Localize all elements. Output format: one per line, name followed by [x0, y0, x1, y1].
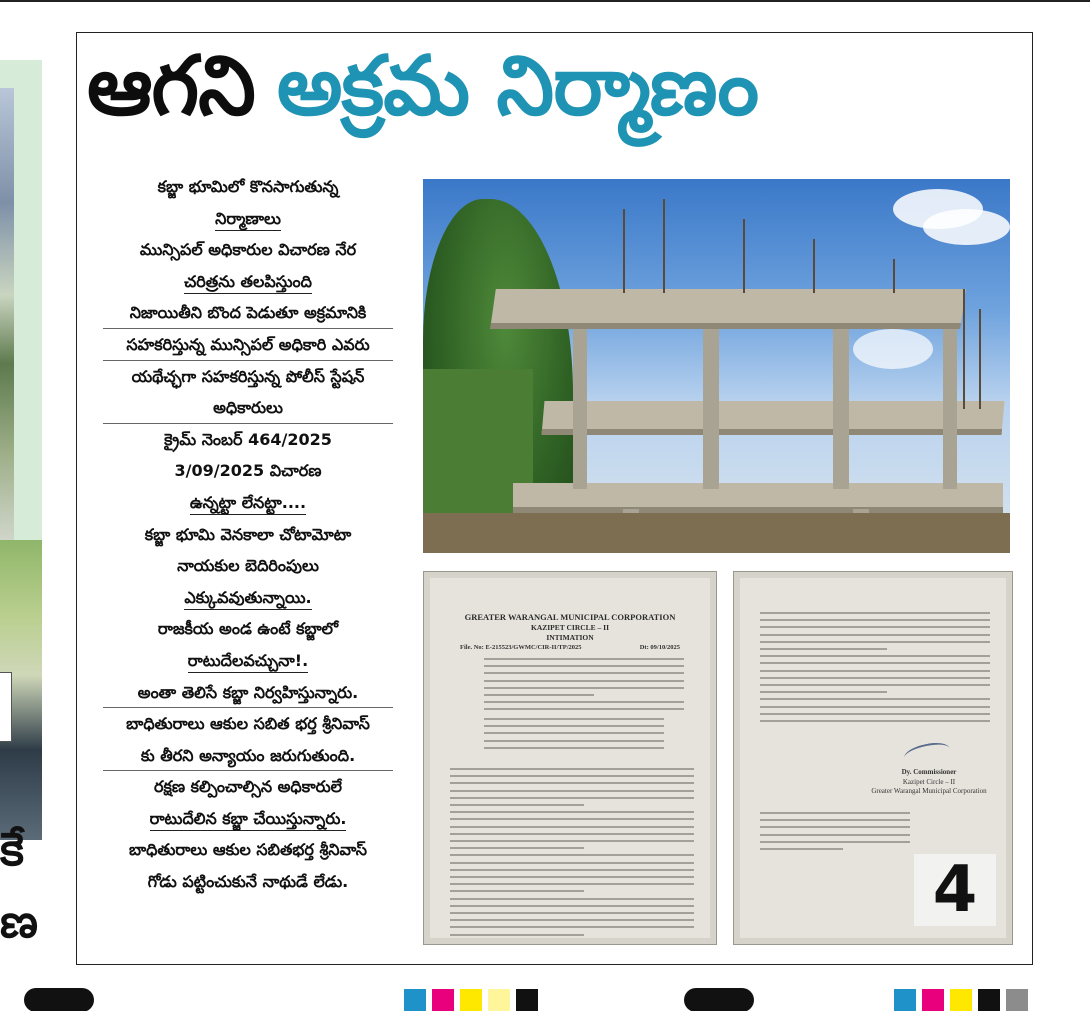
document-text-line: [450, 912, 694, 914]
document-text-line: [760, 691, 887, 693]
doc-type: INTIMATION: [546, 633, 594, 642]
article-line-text: మున్సిపల్ అధికారుల విచారణ నేర: [139, 240, 357, 260]
article-line: [103, 771, 393, 803]
article-line: [103, 550, 393, 582]
doc-org-title: GREATER WARANGAL MUNICIPAL CORPORATION: [464, 612, 676, 622]
top-rule: [0, 0, 1090, 2]
construction-site-photo: [423, 179, 1010, 553]
registration-swatch: [488, 989, 510, 1011]
article-line: [103, 455, 393, 487]
document-text-line: [450, 869, 694, 871]
article-line: [103, 645, 393, 677]
document-text-line: [450, 826, 694, 828]
document-text-line: [760, 641, 990, 643]
document-text-line: [484, 687, 684, 689]
article-line-text: రక్షణ కల్పించాల్సిన అధికారులే: [154, 777, 342, 797]
adjacent-photo-top: [0, 60, 42, 548]
document-text-line: [484, 658, 684, 660]
article-line: [103, 392, 393, 424]
article-line: [103, 424, 393, 456]
intimation-document-photo: [423, 571, 717, 945]
article-line-text: అధికారులు: [213, 398, 283, 418]
registration-mark-left: [24, 988, 94, 1011]
document-text-line: [484, 732, 664, 734]
article-line: [103, 203, 393, 235]
document-text-line: [450, 847, 584, 849]
registration-swatch: [978, 989, 1000, 1011]
article-line: [103, 171, 393, 203]
registration-swatch: [460, 989, 482, 1011]
document-text-line: [450, 919, 694, 921]
document-text-line: [450, 782, 694, 784]
document-text-line: [760, 634, 990, 636]
doc-file-no: File. No: E-215523/GWMC/CIR-II/TP/2025: [460, 644, 582, 651]
document-text-line: [484, 665, 684, 667]
article-line-text: నిజాయితీని బొంద పెడుతూ అక్రమానికి: [129, 303, 367, 323]
document-text-line: [484, 718, 664, 720]
headline-part-1: ఆగని: [87, 39, 255, 134]
article-line: [103, 361, 393, 393]
article-line-text: రాటుదేలిన కబ్జా చేయిస్తున్నారు.: [150, 809, 347, 831]
article-line-text: కబ్జా భూమి వెనకాలా చోటామోటా: [144, 524, 352, 544]
document-text-line: [484, 694, 594, 696]
doc-file-line: [460, 644, 680, 651]
doc-date: Dt: 09/10/2025: [639, 644, 680, 651]
document-text-line: [450, 862, 694, 864]
document-text-line: [760, 612, 990, 614]
document-text-line: [450, 840, 694, 842]
article-line-text: క్రైమ్ నెంబర్ 464/2025: [164, 429, 332, 449]
adjacent-page-strip: [0, 32, 42, 962]
document-text-line: [484, 680, 684, 682]
signatory-org: Greater Warangal Municipal Corporation: [871, 787, 987, 795]
article-line-text: ఉన్నట్టా లేనట్టా....: [190, 493, 306, 515]
document-text-line: [450, 790, 694, 792]
adjacent-headline-glyph-1: కే: [0, 822, 25, 876]
registration-swatch: [516, 989, 538, 1011]
headline-part-2: అక్రమ నిర్మాణం: [276, 39, 759, 134]
document-text-line: [760, 706, 990, 708]
document-text-line: [484, 672, 684, 674]
registration-swatch: [894, 989, 916, 1011]
article-line-text: గోడు పట్టించుకునే నాథుడే లేడు.: [147, 872, 349, 892]
doc-circle: KAZIPET CIRCLE – II: [530, 623, 609, 632]
document-text-line: [760, 670, 990, 672]
document-text-line: [760, 684, 990, 686]
registration-swatch: [432, 989, 454, 1011]
article-text-column: [103, 171, 393, 898]
registration-swatch: [404, 989, 426, 1011]
article-line: [103, 297, 393, 329]
article-line-text: నాయకుల బెదిరింపులు: [177, 556, 319, 576]
article-line: [103, 519, 393, 551]
document-text-line: [450, 854, 694, 856]
article-line: [103, 234, 393, 266]
article-line: [103, 329, 393, 361]
document-text-line: [760, 720, 990, 722]
document-text-line: [450, 905, 694, 907]
order-document-photo: [733, 571, 1013, 945]
article-line: [103, 740, 393, 772]
document-text-line: [484, 725, 664, 727]
document-text-line: [450, 926, 694, 928]
article-line: [103, 582, 393, 614]
article-line: [103, 708, 393, 740]
signatory-title: Dy. Commissioner: [901, 768, 957, 776]
article-line: [103, 866, 393, 898]
article-line: [103, 677, 393, 709]
article-line-text: చరిత్రను తలపిస్తుంది: [184, 272, 312, 294]
article-line-text: 3/09/2025 విచారణ: [174, 461, 322, 481]
document-text-line: [450, 883, 694, 885]
article-line: [103, 803, 393, 835]
document-text-line: [484, 708, 684, 710]
document-text-line: [760, 626, 990, 628]
document-text-line: [450, 775, 694, 777]
document-text-line: [760, 812, 910, 814]
article-line-text: నిర్మాణాలు: [215, 209, 281, 231]
registration-swatch: [1006, 989, 1028, 1011]
article-line: [103, 266, 393, 298]
document-text-line: [450, 890, 584, 892]
document-text-line: [450, 898, 694, 900]
document-text-line: [760, 662, 990, 664]
article-line: [103, 613, 393, 645]
document-text-line: [450, 833, 694, 835]
document-text-line: [760, 826, 910, 828]
document-text-line: [760, 834, 910, 836]
document-text-line: [760, 841, 910, 843]
article-line-text: రాజకీయ అండ ఉంటే కబ్జాలో: [157, 619, 339, 639]
document-text-line: [450, 811, 694, 813]
headline: [87, 39, 1027, 159]
registration-swatch: [950, 989, 972, 1011]
document-text-line: [760, 848, 843, 850]
document-text-line: [760, 698, 990, 700]
document-text-line: [450, 934, 584, 936]
document-text-line: [484, 747, 664, 749]
signatory-circle: Kazipet Circle – II: [902, 778, 956, 786]
document-text-line: [450, 818, 694, 820]
adjacent-text-box: [0, 672, 12, 742]
article-line: [103, 487, 393, 519]
document-text-line: [760, 713, 990, 715]
news-article: [76, 32, 1033, 965]
article-line-text: రాటుదేలవచ్చునా!.: [188, 651, 308, 673]
article-line-text: బాధితురాలు ఆకుల సబిత భర్త శ్రీనివాస్: [126, 714, 370, 734]
document-text-line: [450, 804, 584, 806]
document-text-line: [484, 701, 684, 703]
registration-swatch: [922, 989, 944, 1011]
document-text-line: [760, 819, 910, 821]
article-line: [103, 834, 393, 866]
document-text-line: [484, 740, 664, 742]
article-line-text: సహకరిస్తున్న మున్సిపల్ అధికారి ఎవరు: [126, 334, 370, 354]
adjacent-headline-glyph-2: ణ: [0, 894, 38, 948]
registration-mark-center: [684, 988, 754, 1011]
document-text-line: [450, 797, 694, 799]
document-text-line: [760, 619, 990, 621]
page-number: 4: [914, 854, 996, 926]
article-line-text: యథేచ్ఛగా సహకరిస్తున్న పోలీస్ స్టేషన్: [131, 366, 365, 386]
article-line-text: కబ్జా భూమిలో కొనసాగుతున్న: [157, 177, 339, 196]
document-text-line: [760, 648, 887, 650]
article-line-text: ఎక్కువవుతున్నాయి.: [184, 588, 311, 610]
document-text-line: [760, 655, 990, 657]
article-line-text: కు తీరని అన్యాయం జరుగుతుంది.: [140, 745, 356, 765]
article-line-text: బాధితురాలు ఆకుల సబితభర్త శ్రీనివాస్: [128, 840, 368, 860]
document-text-line: [450, 768, 694, 770]
document-text-line: [760, 677, 990, 679]
document-text-line: [450, 876, 694, 878]
article-line-text: అంతా తెలిసే కబ్జా నిర్వహిస్తున్నారు.: [137, 682, 359, 702]
